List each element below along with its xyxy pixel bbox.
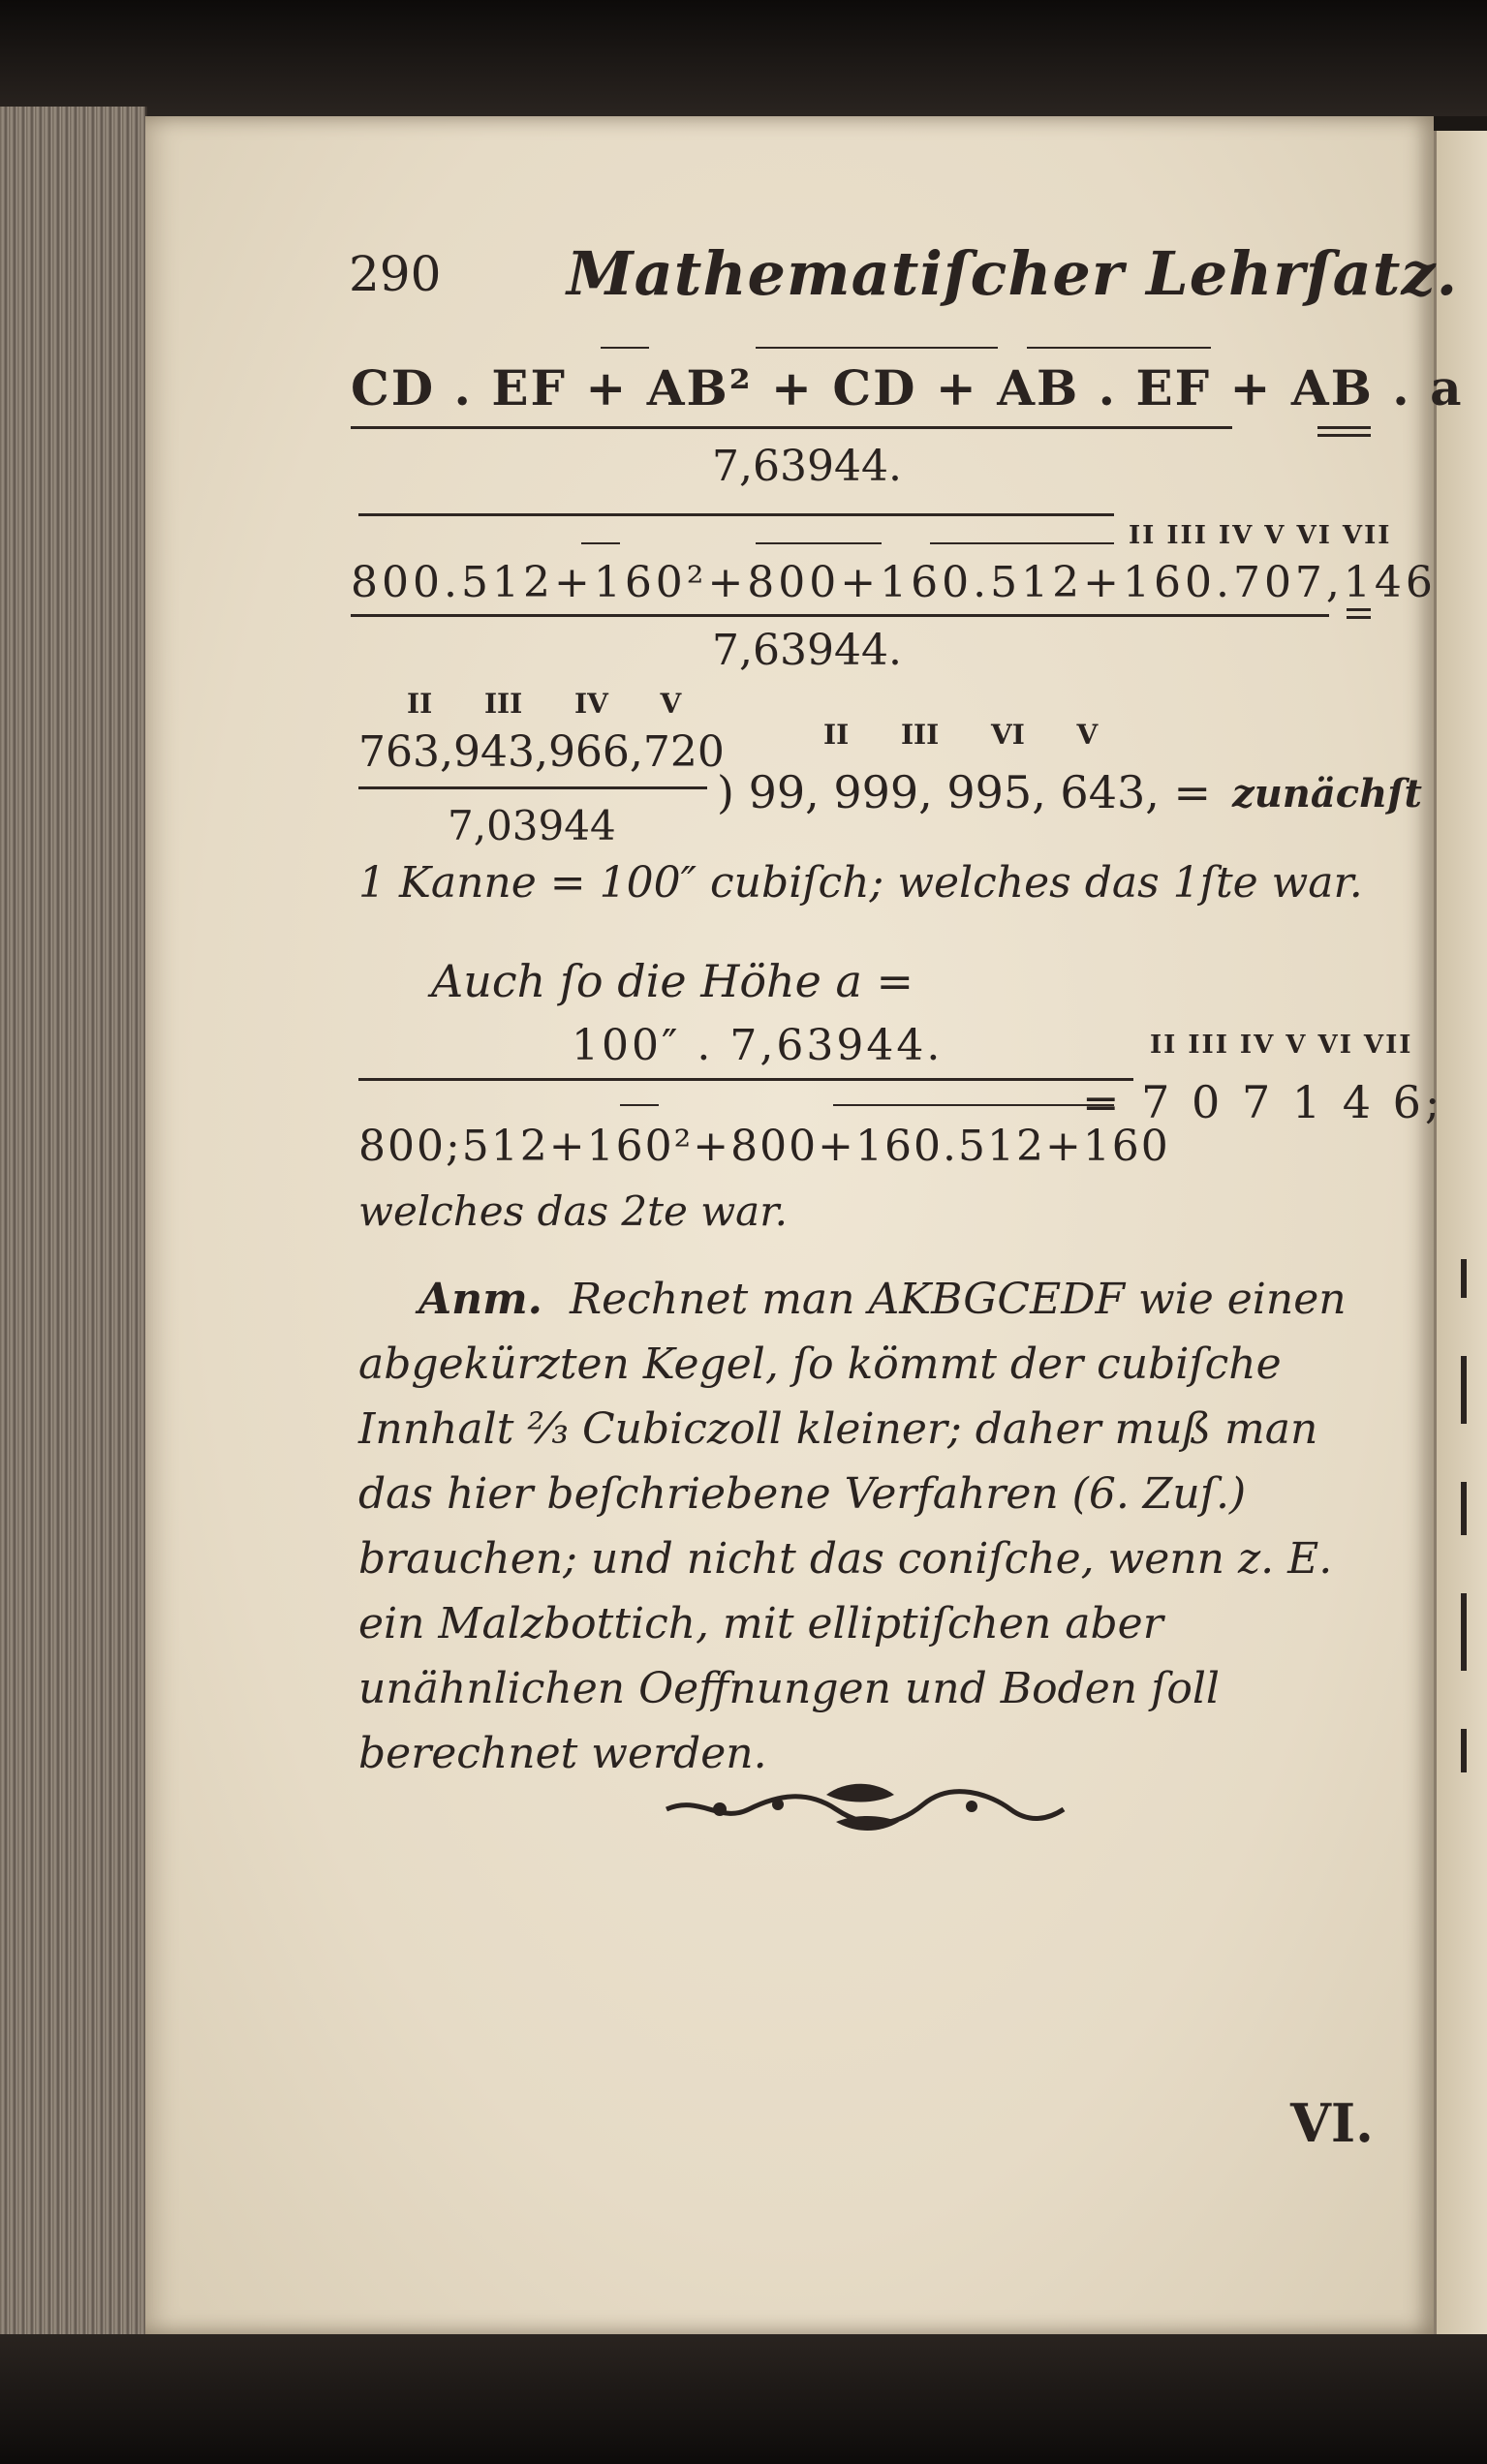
formula2-numerator: 800.512+160²+800+160.512+160.707,146 — [351, 558, 1437, 607]
vinculum — [833, 1104, 1114, 1106]
text-line: Auch ſo die Höhe a = — [431, 955, 914, 1007]
ornament-icon — [662, 1775, 1069, 1843]
formula1-numerator: CD . EF + AB² + CD + AB . EF + AB . a — [351, 359, 1464, 416]
formula3-continuation: zunächſt — [1232, 771, 1422, 816]
facing-page-marks — [1453, 1259, 1472, 2034]
fraction-bar — [358, 786, 707, 789]
fraction-bar — [358, 1078, 1133, 1081]
vinculum — [620, 1104, 659, 1106]
formula4-roman-numerals: II III IV V VI VII — [1150, 1031, 1413, 1060]
formula3-roman-left: II III IV V — [407, 688, 682, 720]
formula1-denominator: 7,63944. — [712, 442, 902, 491]
separator-rule — [358, 513, 1114, 516]
formula3-result: ) 99, 999, 995, 643, = — [717, 766, 1212, 818]
formula4-numerator: 100″ . 7,63944. — [572, 1021, 944, 1070]
equals-sign — [1317, 434, 1371, 437]
text-line: 1 Kanne = 100″ cubiſch; welches das 1ſte war. — [358, 858, 1363, 908]
text-line: welches das 2te war. — [358, 1187, 789, 1235]
book-edge — [0, 107, 147, 2334]
vinculum — [581, 542, 620, 544]
vinculum — [756, 542, 882, 544]
formula3-numerator: 763,943,966,720 — [358, 727, 725, 777]
annotation-label: Anm. — [418, 1275, 543, 1324]
equals-sign — [1317, 426, 1371, 429]
formula3-roman-right: II III VI V — [823, 719, 1099, 751]
catchword: VI. — [1290, 2092, 1374, 2154]
annotation-text: Rechnet man AKBGCEDF wie einen abgekürzten Kegel, ſo kömmt der cubiſche Innhalt ⅔ Cubiczoll kleiner; daher muß man das hier beſchriebene Verfahren (6. Zuſ.) brauchen; und nicht das coniſche, wenn z. E. ein Malzbottich, mit elliptiſchen aber unähnlichen Oeffnungen und Boden ſoll berechnet werden. — [358, 1275, 1347, 1778]
formula3-denominator: 7,03944 — [448, 802, 616, 849]
fraction-bar — [351, 614, 1329, 617]
fraction-bar — [351, 426, 1232, 429]
formula4-denominator: 800;512+160²+800+160.512+160 — [358, 1122, 1170, 1171]
vinculum — [1027, 347, 1211, 349]
formula4-result: = 7 0 7 1 4 6; — [1082, 1076, 1444, 1128]
equals-sign — [1347, 608, 1371, 611]
equals-sign — [1347, 616, 1371, 619]
background-bottom — [0, 2334, 1487, 2464]
running-head: Mathematiſcher Lehrſatz. — [567, 238, 1459, 309]
annotation-paragraph — [358, 1267, 1385, 1786]
vinculum — [601, 347, 649, 349]
formula2-denominator: 7,63944. — [712, 626, 902, 675]
page-number: 290 — [349, 246, 442, 302]
vinculum — [756, 347, 998, 349]
background-top — [0, 0, 1487, 116]
vinculum — [930, 542, 1114, 544]
formula2-roman-numerals: II III IV V VI VII — [1129, 521, 1392, 550]
